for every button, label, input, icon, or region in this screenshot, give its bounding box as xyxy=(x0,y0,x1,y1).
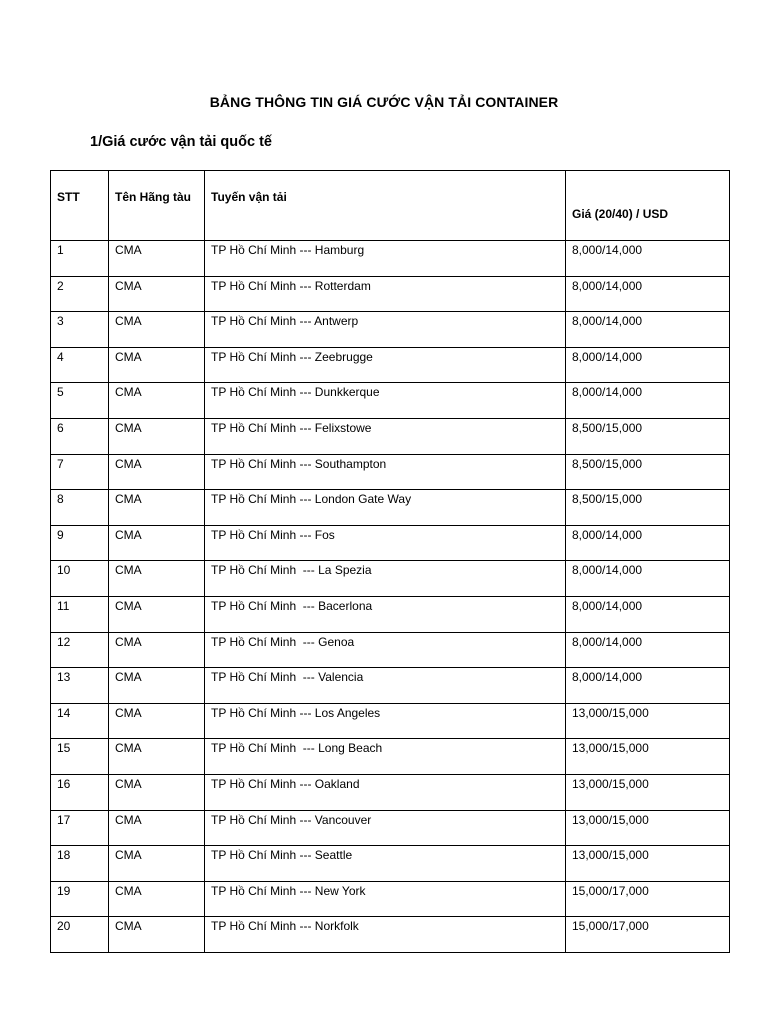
cell-price: 8,000/14,000 xyxy=(566,561,730,597)
cell-carrier: CMA xyxy=(109,241,205,277)
cell-price: 13,000/15,000 xyxy=(566,774,730,810)
table-row xyxy=(51,810,730,846)
cell-price: 8,000/14,000 xyxy=(566,525,730,561)
section-title: 1/Giá cước vận tải quốc tế xyxy=(90,134,272,150)
cell-price: 13,000/15,000 xyxy=(566,810,730,846)
table-row xyxy=(51,739,730,775)
cell-stt: 8 xyxy=(51,490,109,526)
cell-carrier: CMA xyxy=(109,810,205,846)
cell-carrier: CMA xyxy=(109,703,205,739)
table-row xyxy=(51,312,730,348)
cell-route: TP Hồ Chí Minh --- Hamburg xyxy=(205,241,566,277)
cell-stt: 13 xyxy=(51,668,109,704)
cell-route: TP Hồ Chí Minh --- Dunkkerque xyxy=(205,383,566,419)
table-row xyxy=(51,632,730,668)
cell-route: TP Hồ Chí Minh --- London Gate Way xyxy=(205,490,566,526)
cell-route: TP Hồ Chí Minh --- Rotterdam xyxy=(205,276,566,312)
cell-carrier: CMA xyxy=(109,739,205,775)
cell-stt: 14 xyxy=(51,703,109,739)
header-carrier xyxy=(109,171,205,241)
cell-route: TP Hồ Chí Minh --- Zeebrugge xyxy=(205,347,566,383)
table-row xyxy=(51,561,730,597)
header-carrier-label: Tên Hãng tàu xyxy=(115,190,192,204)
table-row xyxy=(51,418,730,454)
table-row xyxy=(51,490,730,526)
cell-price: 8,000/14,000 xyxy=(566,312,730,348)
table-row xyxy=(51,454,730,490)
cell-route: TP Hồ Chí Minh --- Vancouver xyxy=(205,810,566,846)
cell-carrier: CMA xyxy=(109,846,205,882)
cell-route: TP Hồ Chí Minh --- Genoa xyxy=(205,632,566,668)
cell-price: 8,500/15,000 xyxy=(566,454,730,490)
cell-carrier: CMA xyxy=(109,276,205,312)
cell-route: TP Hồ Chí Minh --- Fos xyxy=(205,525,566,561)
cell-price: 13,000/15,000 xyxy=(566,739,730,775)
cell-carrier: CMA xyxy=(109,312,205,348)
cell-stt: 7 xyxy=(51,454,109,490)
table-row xyxy=(51,917,730,953)
cell-carrier: CMA xyxy=(109,347,205,383)
table-header-row xyxy=(51,171,730,241)
cell-stt: 19 xyxy=(51,881,109,917)
cell-route: TP Hồ Chí Minh --- Antwerp xyxy=(205,312,566,348)
cell-stt: 1 xyxy=(51,241,109,277)
cell-price: 8,500/15,000 xyxy=(566,490,730,526)
cell-price: 8,000/14,000 xyxy=(566,383,730,419)
cell-stt: 20 xyxy=(51,917,109,953)
cell-price: 8,000/14,000 xyxy=(566,347,730,383)
cell-stt: 18 xyxy=(51,846,109,882)
cell-price: 15,000/17,000 xyxy=(566,917,730,953)
table-body xyxy=(51,241,730,953)
cell-stt: 12 xyxy=(51,632,109,668)
cell-route: TP Hồ Chí Minh --- Felixstowe xyxy=(205,418,566,454)
cell-carrier: CMA xyxy=(109,561,205,597)
cell-carrier: CMA xyxy=(109,596,205,632)
cell-stt: 4 xyxy=(51,347,109,383)
cell-carrier: CMA xyxy=(109,454,205,490)
cell-carrier: CMA xyxy=(109,383,205,419)
header-route-label: Tuyến vận tải xyxy=(211,190,287,204)
cell-carrier: CMA xyxy=(109,668,205,704)
table-row xyxy=(51,241,730,277)
header-price-label: Giá (20/40) / USD xyxy=(572,207,669,221)
cell-price: 8,000/14,000 xyxy=(566,276,730,312)
header-price xyxy=(566,171,730,241)
table-row xyxy=(51,525,730,561)
cell-stt: 11 xyxy=(51,596,109,632)
cell-stt: 6 xyxy=(51,418,109,454)
table-row xyxy=(51,596,730,632)
cell-carrier: CMA xyxy=(109,881,205,917)
cell-route: TP Hồ Chí Minh --- Valencia xyxy=(205,668,566,704)
cell-carrier: CMA xyxy=(109,632,205,668)
table-row xyxy=(51,774,730,810)
cell-price: 8,500/15,000 xyxy=(566,418,730,454)
cell-route: TP Hồ Chí Minh --- New York xyxy=(205,881,566,917)
cell-stt: 17 xyxy=(51,810,109,846)
cell-stt: 10 xyxy=(51,561,109,597)
cell-stt: 3 xyxy=(51,312,109,348)
document-title: BẢNG THÔNG TIN GIÁ CƯỚC VẬN TẢI CONTAINER xyxy=(209,94,559,110)
table-row xyxy=(51,347,730,383)
header-stt-label: STT xyxy=(57,190,80,204)
cell-price: 8,000/14,000 xyxy=(566,668,730,704)
cell-carrier: CMA xyxy=(109,917,205,953)
header-stt xyxy=(51,171,109,241)
cell-route: TP Hồ Chí Minh --- Norkfolk xyxy=(205,917,566,953)
table-row xyxy=(51,703,730,739)
table-row xyxy=(51,668,730,704)
header-route xyxy=(205,171,566,241)
cell-route: TP Hồ Chí Minh --- Southampton xyxy=(205,454,566,490)
cell-price: 15,000/17,000 xyxy=(566,881,730,917)
cell-stt: 16 xyxy=(51,774,109,810)
table-row xyxy=(51,383,730,419)
table-row xyxy=(51,846,730,882)
table-row xyxy=(51,276,730,312)
cell-stt: 2 xyxy=(51,276,109,312)
cell-carrier: CMA xyxy=(109,418,205,454)
cell-route: TP Hồ Chí Minh --- Oakland xyxy=(205,774,566,810)
cell-stt: 9 xyxy=(51,525,109,561)
table-row xyxy=(51,881,730,917)
cell-route: TP Hồ Chí Minh --- Los Angeles xyxy=(205,703,566,739)
cell-route: TP Hồ Chí Minh --- Seattle xyxy=(205,846,566,882)
cell-price: 13,000/15,000 xyxy=(566,846,730,882)
cell-carrier: CMA xyxy=(109,774,205,810)
cell-price: 8,000/14,000 xyxy=(566,596,730,632)
cell-route: TP Hồ Chí Minh --- Long Beach xyxy=(205,739,566,775)
cell-price: 13,000/15,000 xyxy=(566,703,730,739)
freight-rate-table xyxy=(50,170,730,953)
cell-route: TP Hồ Chí Minh --- Bacerlona xyxy=(205,596,566,632)
cell-price: 8,000/14,000 xyxy=(566,241,730,277)
cell-price: 8,000/14,000 xyxy=(566,632,730,668)
cell-carrier: CMA xyxy=(109,525,205,561)
cell-route: TP Hồ Chí Minh --- La Spezia xyxy=(205,561,566,597)
cell-stt: 5 xyxy=(51,383,109,419)
cell-carrier: CMA xyxy=(109,490,205,526)
cell-stt: 15 xyxy=(51,739,109,775)
